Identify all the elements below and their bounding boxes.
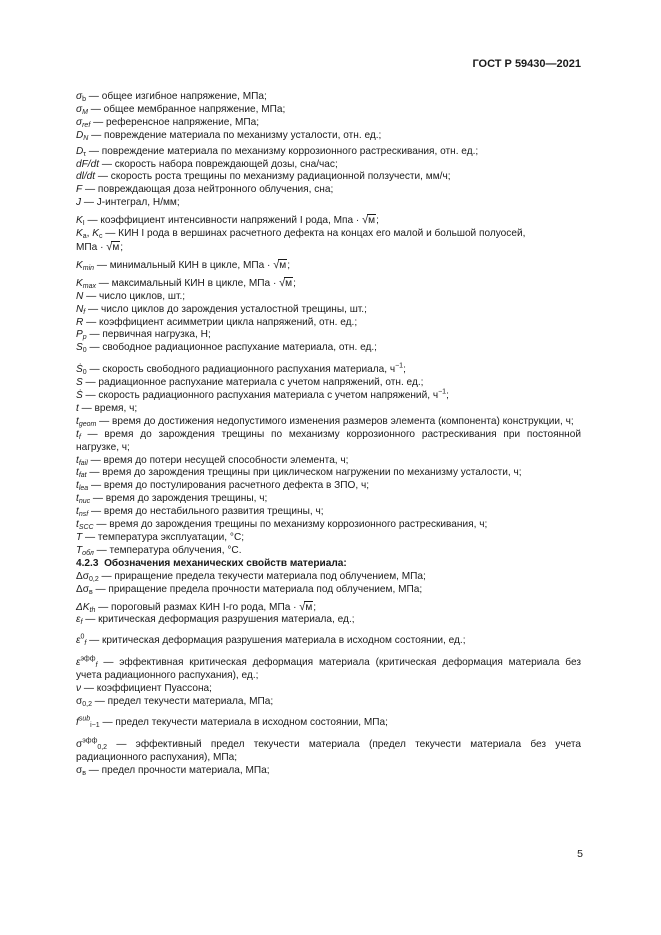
list-item: $\sigma_M$ — общее мембранное напряжение, МПа;	[76, 103, 286, 116]
document-header: ГОСТ Р 59430—2021	[472, 58, 581, 70]
list-item: $K_{max}$ — максимальный КИН в цикле, МПа · √м;	[76, 276, 296, 290]
list-item: $\sigma_{0,2}$ — предел текучести материала, МПа;	[76, 695, 274, 708]
list-item: $\sigma^{эфф}_{0,2}$ — эффективный предел текучести материала (предел текучести материала без учета радиационного распухания), МПа;	[76, 737, 581, 763]
list-item: $\sigma_в$ — предел прочности материала, МПа;	[76, 764, 270, 777]
list-item: $S_0$ — свободное радиационное распухание материала, отн. ед.;	[76, 342, 377, 355]
list-item: $\Delta K_{th}$ — пороговый размах КИН I-го рода, МПа · √м;	[76, 600, 317, 614]
list-item: $\varepsilon^{эфф}_f$ — эффективная критическая деформация материала (критическая деформация материала без учета радиационного распухания), ед.;	[76, 655, 581, 682]
sqrt-icon: √	[106, 240, 113, 253]
list-item: $t_{geom}$ — время до достижения недопустимого изменения размеров элемента (компонента) конструкции, ч;	[76, 415, 574, 428]
list-item: $D_N$ — повреждение материала по механизму усталости, отн. ед.;	[76, 129, 382, 142]
list-item: $t_{fail}$ — время до потери несущей способности элемента, ч;	[76, 454, 349, 467]
list-item: Ṡ$_0$ — скорость свободного радиационного распухания материала, $ч^{-1}$;	[76, 362, 406, 377]
list-item: $f^{sub}_{i-1}$ — предел текучести материала в исходном состоянии, МПа;	[76, 715, 388, 729]
list-item: $\varepsilon_f$ — критическая деформация разрушения материала, ед.;	[76, 614, 355, 627]
list-item: $t_{nsf}$ — время до нестабильного развития трещины, ч;	[76, 506, 324, 519]
list-item: dl/dt — скорость роста трещины по механизму радиационной ползучести, мм/ч;	[76, 171, 451, 183]
list-item: $\Delta\sigma_в$ — приращение предела прочности материала под облучением, МПа;	[76, 583, 423, 596]
list-item: $\Delta\sigma_{0,2}$ — приращение предела текучести материала под облучением, МПа;	[76, 570, 426, 583]
list-item: N — число циклов, шт.;	[76, 290, 186, 302]
list-item: t — время, ч;	[76, 402, 138, 414]
list-item: $P_p$ — первичная нагрузка, Н;	[76, 329, 211, 342]
list-item: $t_{SCC}$ — время до зарождения трещины по механизму коррозионного растрескивания, ч;	[76, 519, 488, 532]
list-item: $t_f$ — время до зарождения трещины по механизму коррозионного растрескивания при постоянной нагрузке, ч;	[76, 428, 581, 453]
section-heading: 4.2.3 Обозначения механических свойств материала:	[76, 557, 347, 569]
list-item: $D_\tau$ — повреждение материала по механизму коррозионного растрескивания, отн. ед.;	[76, 145, 479, 158]
list-item: $\sigma_b$ — общее изгибное напряжение, МПа;	[76, 91, 267, 103]
list-item: ν — коэффициент Пуассона;	[76, 683, 212, 695]
page-number: 5	[577, 848, 583, 860]
sqrt-icon: √	[362, 214, 369, 227]
list-item: $\sigma_{ref}$ — референсное напряжение, МПа;	[76, 116, 260, 129]
sqrt-icon: √	[273, 258, 280, 271]
symbols-list	[76, 91, 581, 778]
list-item: J — J-интеграл, Н/мм;	[76, 197, 180, 209]
list-item: R — коэффициент асимметрии цикла напряжений, отн. ед.;	[76, 316, 358, 328]
sqrt-icon: √	[279, 276, 286, 289]
list-item: dF/dt — скорость набора повреждающей дозы, сна/час;	[76, 158, 338, 170]
list-item: Ṡ — скорость радиационного распухания материала с учетом напряжений, $ч^{-1}$;	[76, 388, 449, 402]
list-item: $K_I$ — коэффициент интенсивности напряжений I рода, Мпа · √м;	[76, 214, 379, 228]
list-item: $t_{lea}$ — время до постулирования расчетного дефекта в ЗПО, ч;	[76, 480, 370, 493]
list-item: S — радиационное распухание материала с учетом напряжений, отн. ед.;	[76, 377, 424, 389]
list-item: F — повреждающая доза нейтронного облучения, сна;	[76, 184, 334, 196]
list-item: $\varepsilon^0_f$ — критическая деформация разрушения материала в исходном состоянии, ед.;	[76, 633, 466, 648]
list-item: $t_{nuc}$ — время до зарождения трещины, ч;	[76, 493, 268, 506]
list-item: $T_{обл}$ — температура облучения, °С.	[76, 544, 242, 557]
list-item: $K_a$, $K_c$ — КИН I рода в вершинах расчетного дефекта на концах его малой и большой полуосей, МПа · √м;	[76, 228, 526, 253]
list-item: $N_f$ — число циклов до зарождения усталостной трещины, шт.;	[76, 303, 367, 316]
list-item: T — температура эксплуатации, °С;	[76, 532, 245, 543]
list-item: $K_{min}$ — минимальный КИН в цикле, МПа · √м;	[76, 258, 291, 272]
sqrt-icon: √	[299, 600, 306, 613]
list-item: $t_{fat}$ — время до зарождения трещины при циклическом нагружении по механизму усталости, ч;	[76, 467, 522, 480]
